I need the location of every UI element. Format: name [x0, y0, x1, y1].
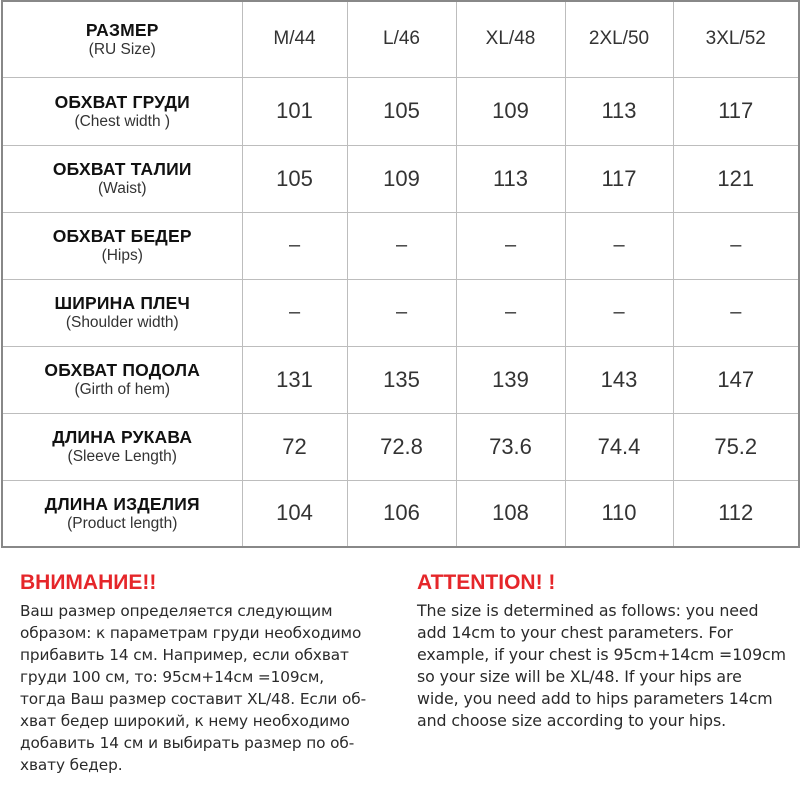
size-label-ru: РАЗМЕР — [85, 19, 159, 40]
value-cell: – — [565, 212, 673, 279]
notice-ru-text: Ваш размер определяется следующим образом: к параметрам груди необходимо прибавить 14 см. Например, если обхват груди 100 см, то: 95см+14см =109см, тогда Ваш размер составит XL/48. Если об- хват бедер широкий, к нему необходимо добавить 14 см и выбирать размер по об- хвату бедер. — [20, 602, 366, 774]
value-cell: – — [673, 279, 799, 346]
size-header-cell: 3XL/52 — [673, 1, 799, 77]
value-cell: 73.6 — [456, 413, 565, 480]
value-cell: – — [242, 279, 347, 346]
row-label-ru: ДЛИНА ИЗДЕЛИЯ — [44, 493, 200, 514]
row-label-ru: ШИРИНА ПЛЕЧ — [54, 293, 191, 313]
table-row-waist — [2, 145, 799, 212]
value-cell: 75.2 — [673, 413, 799, 480]
value-cell: 113 — [565, 77, 673, 145]
notice-en-title: ATTENTION! ! — [417, 571, 556, 594]
size-header-cell: XL/48 — [456, 1, 565, 77]
value-cell: – — [242, 212, 347, 279]
row-label — [2, 145, 242, 212]
value-cell: 139 — [456, 346, 565, 413]
row-label-ru: ОБХВАТ БЕДЕР — [52, 226, 192, 246]
table-row-shoulder — [2, 279, 799, 346]
value-cell: 106 — [347, 480, 456, 547]
value-cell: 117 — [673, 77, 799, 145]
value-cell: 110 — [565, 480, 673, 547]
row-label-ru: ОБХВАТ ГРУДИ — [54, 91, 190, 112]
notice-ru — [20, 568, 410, 776]
notice-en-text: The size is determined as follows: you need add 14cm to your chest parameters. For example, if your chest is 95cm+14cm =109cm so your size will be XL/48. If your hips are wide, you need add to hips parameters 14cm and choose size according to your hips. — [417, 601, 786, 730]
row-label-en: (Hips) — [101, 247, 143, 264]
row-label — [2, 212, 242, 279]
size-header-row — [2, 1, 799, 77]
value-cell: – — [456, 212, 565, 279]
size-header-cell: 2XL/50 — [565, 1, 673, 77]
value-cell: 109 — [347, 145, 456, 212]
value-cell: 101 — [242, 77, 347, 145]
value-cell: – — [347, 279, 456, 346]
row-label-ru: ДЛИНА РУКАВА — [52, 427, 193, 447]
value-cell: 135 — [347, 346, 456, 413]
value-cell: 109 — [456, 77, 565, 145]
value-cell: 72.8 — [347, 413, 456, 480]
value-cell: 105 — [347, 77, 456, 145]
row-label-en: (Girth of hem) — [74, 381, 171, 398]
row-label — [2, 77, 242, 145]
row-label — [2, 346, 242, 413]
size-header-cell: L/46 — [347, 1, 456, 77]
value-cell: – — [347, 212, 456, 279]
row-label-ru: ОБХВАТ ПОДОЛА — [44, 360, 201, 380]
value-cell: 147 — [673, 346, 799, 413]
value-cell: – — [673, 212, 799, 279]
value-cell: 108 — [456, 480, 565, 547]
value-cell: 113 — [456, 145, 565, 212]
size-label-en: (RU Size) — [88, 40, 156, 58]
value-cell: 131 — [242, 346, 347, 413]
size-header-cell: M/44 — [242, 1, 347, 77]
value-cell: 117 — [565, 145, 673, 212]
value-cell: 112 — [673, 480, 799, 547]
value-cell: 104 — [242, 480, 347, 547]
table-row-hips — [2, 212, 799, 279]
row-label-en: (Waist) — [98, 180, 147, 197]
row-label-en: (Sleeve Length) — [67, 448, 177, 465]
notice-en — [417, 568, 800, 732]
row-label — [2, 480, 242, 547]
value-cell: 74.4 — [565, 413, 673, 480]
row-label-ru: ОБХВАТ ТАЛИИ — [52, 159, 192, 179]
value-cell: 143 — [565, 346, 673, 413]
table-row-chest — [2, 77, 799, 145]
row-label-en: (Product length) — [67, 514, 178, 532]
row-label-en: (Shoulder width) — [65, 314, 179, 331]
row-label — [2, 279, 242, 346]
size-header-label — [2, 1, 242, 77]
table-row-sleeve — [2, 413, 799, 480]
value-cell: 72 — [242, 413, 347, 480]
row-label — [2, 413, 242, 480]
notice-ru-title: ВНИМАНИЕ!! — [20, 571, 157, 594]
value-cell: – — [456, 279, 565, 346]
table-row-length — [2, 480, 799, 547]
table-row-hem — [2, 346, 799, 413]
value-cell: – — [565, 279, 673, 346]
value-cell: 121 — [673, 145, 799, 212]
row-label-en: (Chest width ) — [74, 112, 171, 130]
value-cell: 105 — [242, 145, 347, 212]
size-chart-table — [1, 0, 800, 548]
